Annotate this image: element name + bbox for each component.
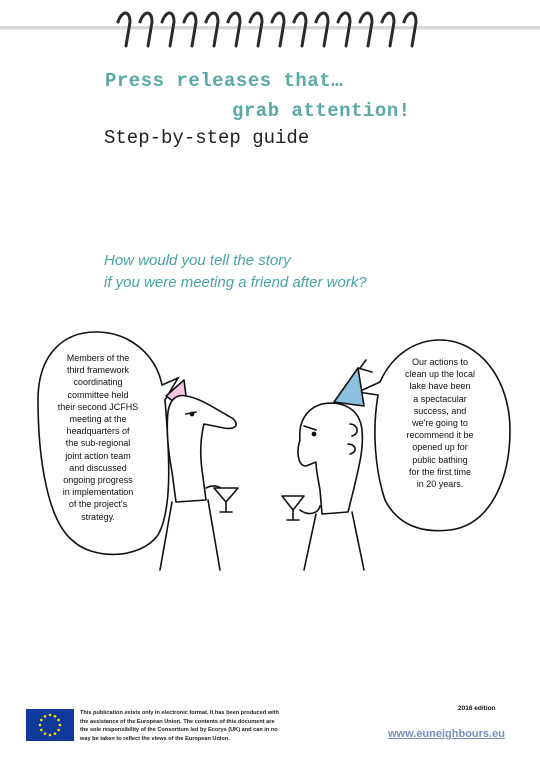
page-subtitle: Step-by-step guide: [104, 127, 310, 149]
speech-text-left: Members of the third framework coordinating committee held their second JCFHS meeting at the headquarters of the sub-regional joint action team and discussed ongoing progress in implementation of the project's strategy.: [57, 353, 139, 522]
notebook-binding: [0, 0, 540, 60]
eu-star: [54, 732, 57, 735]
eu-star: [44, 715, 47, 718]
eu-star: [49, 714, 52, 717]
edition-label: 2016 edition: [458, 705, 496, 712]
eu-star: [39, 724, 42, 727]
eu-star: [57, 719, 60, 722]
eu-star: [57, 729, 60, 732]
intro-question: [104, 250, 367, 294]
eu-star: [59, 724, 62, 727]
eu-flag-icon: [26, 709, 74, 741]
title-line-1: Press releases that…: [105, 70, 344, 92]
footer-disclaimer: This publication exists only in electronic format. It has been produced with the assistance of the European Union. The contents of this document are the sole responsibility of the Consortium led by Ecorys (UK) and can in no way be taken to reflect the views of the European Union.: [80, 710, 279, 742]
title-line-2: grab attention!: [232, 100, 411, 122]
website-link[interactable]: www.euneighbours.eu: [388, 728, 505, 740]
eu-star: [44, 732, 47, 735]
right-character: [282, 360, 372, 570]
eu-star: [54, 715, 57, 718]
intro-question-line-1: How would you tell the story: [104, 252, 291, 269]
intro-question-line-2: if you were meeting a friend after work?: [104, 274, 367, 291]
speech-text-right: Our actions to clean up the local lake have been a spectacular success, and we're going to recommend it be opened up for public bathing for the first time in 20 years.: [404, 357, 476, 490]
eu-star: [40, 729, 43, 732]
eu-star: [49, 734, 52, 737]
eu-star: [40, 719, 43, 722]
left-character: [160, 380, 238, 570]
